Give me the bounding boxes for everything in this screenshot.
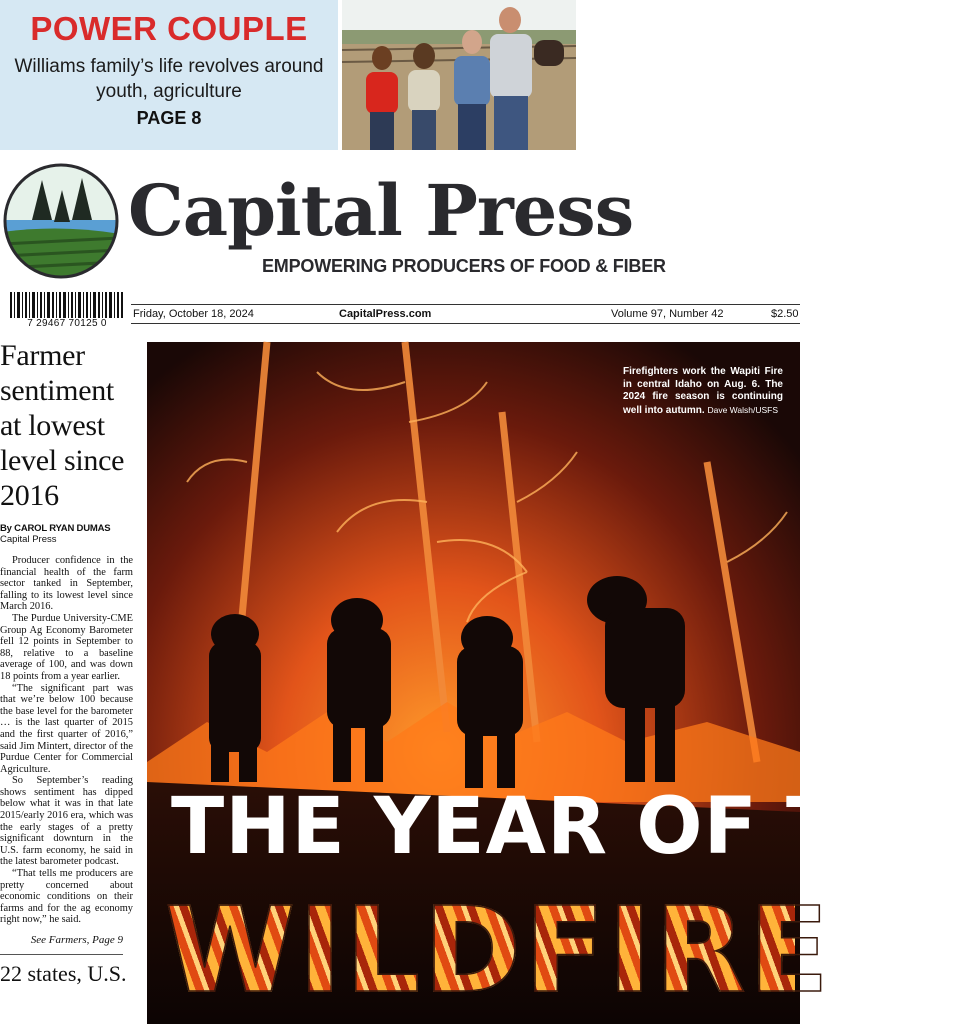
story-paragraph: “The significant part was that we’re below 100 because the base level for the barometer … is the last quarter of 2015 and the first quarter of 2016,” said Jim Mintert, director of the Purdue Center for Commercial Agriculture.	[0, 682, 133, 775]
wildfire-headline-line2[interactable]: WILDFIRE	[165, 881, 833, 1019]
story-paragraph: The Purdue University-CME Group Ag Economy Barometer fell 12 points in September to 88, relative to a baseline average of 100, and was down 18 points from a year earlier.	[0, 612, 133, 682]
story-paragraph: “That tells me producers are pretty concerned about economic conditions on their farms and for the ag economy right now,” he said.	[0, 868, 133, 926]
wildfire-headline-line1[interactable]: THE YEAR OF THE	[171, 782, 961, 872]
price: $2.50	[771, 308, 799, 320]
caption-text: Firefighters work the Wapiti Fire in central Idaho on Aug. 6. The 2024 fire season is continuing well into autumn.	[623, 366, 783, 416]
story-byline: By CAROL RYAN DUMAS	[0, 523, 111, 534]
issue-date: Friday, October 18, 2024	[133, 308, 254, 320]
story-paragraph: Producer confidence in the financial health of the farm sector tanked in September, falling to its lowest level since March 2016.	[0, 555, 133, 613]
masthead-title[interactable]: Capital Press	[128, 169, 634, 252]
wildfire-photo	[147, 342, 961, 1024]
story-jump-link[interactable]: See Farmers, Page 9	[30, 934, 123, 946]
teaser-kicker: POWER COUPLE	[30, 10, 308, 47]
story-paragraph: So September’s reading shows sentiment has dipped below what it was in that late 2015/early 2016 era, which was the early stages of a pretty significant downturn in the U.S. farm economy, he said in the latest barometer podcast.	[0, 775, 133, 868]
info-bar	[131, 304, 800, 324]
photo-credit: Dave Walsh/USFS	[707, 404, 778, 415]
teaser-family-photo	[342, 0, 576, 150]
volume-number: Volume 97, Number 42	[611, 308, 724, 320]
next-story-headline[interactable]: 22 states, U.S.	[0, 961, 127, 986]
story-headline[interactable]: Farmer sentiment at lowest level since 2016	[0, 339, 125, 512]
website-link[interactable]: CapitalPress.com	[339, 308, 432, 320]
story-body	[0, 555, 133, 926]
photo-caption	[623, 366, 783, 417]
teaser-page-ref: PAGE 8	[136, 108, 202, 128]
divider	[0, 954, 123, 955]
farmer-sentiment-story	[0, 338, 133, 1024]
story-org: Capital Press	[0, 534, 57, 545]
teaser-box[interactable]	[0, 0, 338, 150]
teaser-headline[interactable]: Williams family’s life revolves around youth, agriculture	[14, 56, 324, 102]
capital-press-logo[interactable]	[2, 162, 120, 280]
masthead-tagline: EMPOWERING PRODUCERS OF FOOD & FIBER	[262, 256, 666, 276]
barcode-number: 7 29467 70125 0	[27, 318, 107, 329]
